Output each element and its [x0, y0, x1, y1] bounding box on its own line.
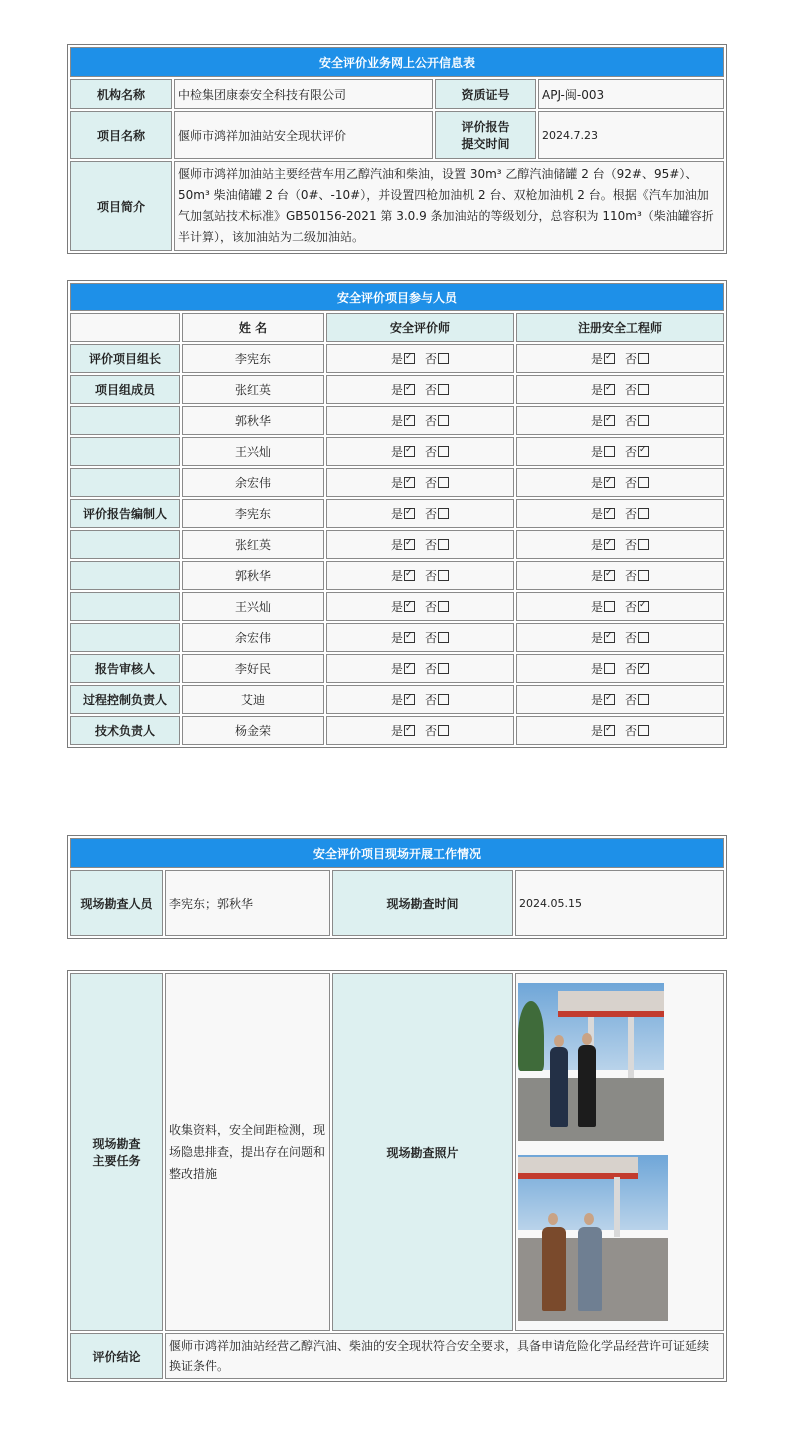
- personnel-name: 郭秋华: [182, 406, 324, 435]
- site-staff-label: 现场勘查人员: [70, 870, 163, 936]
- evaluator-status: [326, 468, 514, 497]
- yes-label: 是: [390, 507, 403, 521]
- engineer-status: [516, 592, 724, 621]
- no-label: 否: [625, 445, 638, 459]
- site-photo-1: [518, 983, 664, 1141]
- personnel-name: 余宏伟: [182, 623, 324, 652]
- site-table-title: 安全评价项目现场开展工作情况: [70, 838, 724, 868]
- yes-label: 是: [390, 662, 403, 676]
- yes-label: 是: [390, 569, 403, 583]
- unchecked-box-icon: [438, 477, 449, 488]
- evaluator-status: [326, 561, 514, 590]
- unchecked-box-icon: [438, 663, 449, 674]
- unchecked-box-icon: [638, 632, 649, 643]
- unchecked-box-icon: [604, 446, 615, 457]
- no-label: 否: [425, 569, 438, 583]
- yes-label: 是: [590, 600, 603, 614]
- cert-label: 资质证号: [435, 79, 536, 109]
- no-label: 否: [625, 662, 638, 676]
- photo-label: 现场勘查照片: [332, 973, 513, 1331]
- checked-box-icon: [404, 570, 415, 581]
- unchecked-box-icon: [438, 508, 449, 519]
- engineer-status: [516, 375, 724, 404]
- checked-box-icon: [404, 601, 415, 612]
- personnel-row: [70, 499, 724, 528]
- personnel-rows: [70, 344, 724, 745]
- project-label: 项目名称: [70, 111, 172, 159]
- task-label-line2: 主要任务: [92, 1154, 141, 1168]
- unchecked-box-icon: [438, 632, 449, 643]
- unchecked-box-icon: [638, 353, 649, 364]
- yes-label: 是: [590, 445, 603, 459]
- checked-box-icon: [404, 663, 415, 674]
- site-staff-value: 李宪东；郭秋华: [165, 870, 330, 936]
- checked-box-icon: [404, 384, 415, 395]
- evaluator-status: [326, 623, 514, 652]
- personnel-name: 李好民: [182, 654, 324, 683]
- no-label: 否: [425, 600, 438, 614]
- cert-value: APJ-闽-003: [538, 79, 724, 109]
- evaluator-status: [326, 654, 514, 683]
- site-time-label: 现场勘查时间: [332, 870, 513, 936]
- evaluator-status: [326, 406, 514, 435]
- no-label: 否: [425, 662, 438, 676]
- checked-box-icon: [404, 508, 415, 519]
- no-label: 否: [625, 476, 638, 490]
- yes-label: 是: [390, 445, 403, 459]
- org-label: 机构名称: [70, 79, 172, 109]
- yes-label: 是: [390, 631, 403, 645]
- engineer-status: [516, 561, 724, 590]
- yes-label: 是: [390, 476, 403, 490]
- name-column-header: 姓 名: [182, 313, 324, 342]
- personnel-name: 张红英: [182, 375, 324, 404]
- yes-label: 是: [390, 538, 403, 552]
- unchecked-box-icon: [638, 694, 649, 705]
- checked-box-icon: [638, 601, 649, 612]
- evaluator-status: [326, 530, 514, 559]
- engineer-status: [516, 530, 724, 559]
- conclusion-label: 评价结论: [70, 1333, 163, 1379]
- unchecked-box-icon: [604, 663, 615, 674]
- personnel-role: 项目组成员: [70, 375, 180, 404]
- checked-box-icon: [604, 725, 615, 736]
- personnel-name: 余宏伟: [182, 468, 324, 497]
- unchecked-box-icon: [604, 601, 615, 612]
- task-value: 收集资料，安全间距检测，现场隐患排查，提出存在问题和整改措施: [165, 973, 330, 1331]
- yes-label: 是: [590, 631, 603, 645]
- checked-box-icon: [638, 663, 649, 674]
- checked-box-icon: [404, 632, 415, 643]
- checked-box-icon: [404, 539, 415, 550]
- checked-box-icon: [604, 539, 615, 550]
- info-table-title: 安全评价业务网上公开信息表: [70, 47, 724, 77]
- no-label: 否: [425, 631, 438, 645]
- unchecked-box-icon: [438, 601, 449, 612]
- tasks-table: [67, 970, 727, 1382]
- project-value: 偃师市鸿祥加油站安全现状评价: [174, 111, 433, 159]
- personnel-role: [70, 530, 180, 559]
- personnel-role: [70, 561, 180, 590]
- report-date-label-line1: 评价报告: [461, 120, 510, 134]
- no-label: 否: [425, 383, 438, 397]
- unchecked-box-icon: [438, 353, 449, 364]
- personnel-row: [70, 685, 724, 714]
- checked-box-icon: [604, 384, 615, 395]
- personnel-row: [70, 530, 724, 559]
- checked-box-icon: [604, 508, 615, 519]
- conclusion-value: 偃师市鸿祥加油站经营乙醇汽油、柴油的安全现状符合安全要求，具备申请危险化学品经营许可证延续换证条件。: [165, 1333, 724, 1379]
- personnel-row: [70, 344, 724, 373]
- personnel-row: [70, 592, 724, 621]
- personnel-role: 评价项目组长: [70, 344, 180, 373]
- checked-box-icon: [604, 353, 615, 364]
- unchecked-box-icon: [438, 725, 449, 736]
- no-label: 否: [625, 631, 638, 645]
- report-date-label: [435, 111, 536, 159]
- unchecked-box-icon: [438, 415, 449, 426]
- personnel-role: [70, 406, 180, 435]
- yes-label: 是: [590, 538, 603, 552]
- personnel-name: 李宪东: [182, 344, 324, 373]
- engineer-column-header: 注册安全工程师: [516, 313, 724, 342]
- report-date-value: 2024.7.23: [538, 111, 724, 159]
- unchecked-box-icon: [638, 384, 649, 395]
- photo-cell: [515, 973, 724, 1331]
- no-label: 否: [625, 383, 638, 397]
- site-table: [67, 835, 727, 939]
- no-label: 否: [625, 693, 638, 707]
- unchecked-box-icon: [638, 477, 649, 488]
- evaluator-status: [326, 344, 514, 373]
- personnel-row: [70, 437, 724, 466]
- checked-box-icon: [604, 632, 615, 643]
- yes-label: 是: [390, 600, 403, 614]
- personnel-role: 评价报告编制人: [70, 499, 180, 528]
- engineer-status: [516, 499, 724, 528]
- personnel-role: [70, 623, 180, 652]
- yes-label: 是: [390, 383, 403, 397]
- checked-box-icon: [604, 694, 615, 705]
- no-label: 否: [425, 724, 438, 738]
- yes-label: 是: [390, 693, 403, 707]
- evaluator-status: [326, 716, 514, 745]
- checked-box-icon: [404, 725, 415, 736]
- no-label: 否: [625, 724, 638, 738]
- yes-label: 是: [590, 476, 603, 490]
- no-label: 否: [425, 693, 438, 707]
- yes-label: 是: [590, 352, 603, 366]
- checked-box-icon: [404, 477, 415, 488]
- unchecked-box-icon: [438, 570, 449, 581]
- unchecked-box-icon: [638, 539, 649, 550]
- personnel-name: 艾迪: [182, 685, 324, 714]
- yes-label: 是: [590, 507, 603, 521]
- personnel-role: [70, 592, 180, 621]
- checked-box-icon: [404, 446, 415, 457]
- personnel-row: [70, 623, 724, 652]
- evaluator-column-header: 安全评价师: [326, 313, 514, 342]
- engineer-status: [516, 623, 724, 652]
- org-value: 中检集团康泰安全科技有限公司: [174, 79, 433, 109]
- personnel-table: [67, 280, 727, 748]
- no-label: 否: [425, 538, 438, 552]
- checked-box-icon: [638, 446, 649, 457]
- no-label: 否: [425, 476, 438, 490]
- personnel-row: [70, 716, 724, 745]
- personnel-table-title: 安全评价项目参与人员: [70, 283, 724, 311]
- personnel-name: 王兴灿: [182, 437, 324, 466]
- yes-label: 是: [590, 383, 603, 397]
- yes-label: 是: [390, 352, 403, 366]
- no-label: 否: [625, 569, 638, 583]
- personnel-role: [70, 437, 180, 466]
- personnel-row: [70, 561, 724, 590]
- personnel-name: 郭秋华: [182, 561, 324, 590]
- personnel-name: 王兴灿: [182, 592, 324, 621]
- unchecked-box-icon: [638, 415, 649, 426]
- personnel-row: [70, 654, 724, 683]
- engineer-status: [516, 406, 724, 435]
- evaluator-status: [326, 685, 514, 714]
- no-label: 否: [425, 507, 438, 521]
- no-label: 否: [425, 414, 438, 428]
- engineer-status: [516, 344, 724, 373]
- checked-box-icon: [404, 415, 415, 426]
- unchecked-box-icon: [638, 570, 649, 581]
- no-label: 否: [625, 414, 638, 428]
- engineer-status: [516, 468, 724, 497]
- no-label: 否: [625, 600, 638, 614]
- yes-label: 是: [590, 724, 603, 738]
- evaluator-status: [326, 437, 514, 466]
- no-label: 否: [425, 352, 438, 366]
- report-date-label-line2: 提交时间: [461, 137, 510, 151]
- personnel-row: [70, 468, 724, 497]
- engineer-status: [516, 685, 724, 714]
- info-table: [67, 44, 727, 254]
- personnel-role: [70, 468, 180, 497]
- summary-label: 项目简介: [70, 161, 172, 251]
- yes-label: 是: [390, 414, 403, 428]
- yes-label: 是: [590, 569, 603, 583]
- yes-label: 是: [390, 724, 403, 738]
- checked-box-icon: [404, 353, 415, 364]
- personnel-role: 报告审核人: [70, 654, 180, 683]
- unchecked-box-icon: [438, 539, 449, 550]
- unchecked-box-icon: [438, 694, 449, 705]
- task-label: [70, 973, 163, 1331]
- role-column-header: [70, 313, 180, 342]
- engineer-status: [516, 716, 724, 745]
- personnel-role: 技术负责人: [70, 716, 180, 745]
- personnel-row: [70, 406, 724, 435]
- personnel-name: 张红英: [182, 530, 324, 559]
- personnel-row: [70, 375, 724, 404]
- checked-box-icon: [404, 694, 415, 705]
- personnel-name: 李宪东: [182, 499, 324, 528]
- checked-box-icon: [604, 415, 615, 426]
- evaluator-status: [326, 375, 514, 404]
- no-label: 否: [425, 445, 438, 459]
- no-label: 否: [625, 538, 638, 552]
- engineer-status: [516, 437, 724, 466]
- yes-label: 是: [590, 662, 603, 676]
- no-label: 否: [625, 507, 638, 521]
- unchecked-box-icon: [638, 508, 649, 519]
- personnel-name: 杨金荣: [182, 716, 324, 745]
- site-photo-2: [518, 1155, 668, 1321]
- engineer-status: [516, 654, 724, 683]
- unchecked-box-icon: [638, 725, 649, 736]
- yes-label: 是: [590, 414, 603, 428]
- checked-box-icon: [604, 477, 615, 488]
- unchecked-box-icon: [438, 446, 449, 457]
- summary-value: 偃师市鸿祥加油站主要经营车用乙醇汽油和柴油，设置 30m³ 乙醇汽油储罐 2 台（92#、95#）、50m³ 柴油储罐 2 台（0#、-10#），并设置四枪加油机 2 台、双枪加油机 2 台。根据《汽车加油加气加氢站技术标准》GB50156-2021 第 3.0.9 条加油站的等级划分，总容积为 110m³（柴油罐容折半计算），该加油站为二级加油站。: [174, 161, 724, 251]
- no-label: 否: [625, 352, 638, 366]
- evaluator-status: [326, 592, 514, 621]
- checked-box-icon: [604, 570, 615, 581]
- yes-label: 是: [590, 693, 603, 707]
- site-time-value: 2024.05.15: [515, 870, 724, 936]
- task-label-line1: 现场勘查: [92, 1137, 141, 1151]
- unchecked-box-icon: [438, 384, 449, 395]
- personnel-role: 过程控制负责人: [70, 685, 180, 714]
- evaluator-status: [326, 499, 514, 528]
